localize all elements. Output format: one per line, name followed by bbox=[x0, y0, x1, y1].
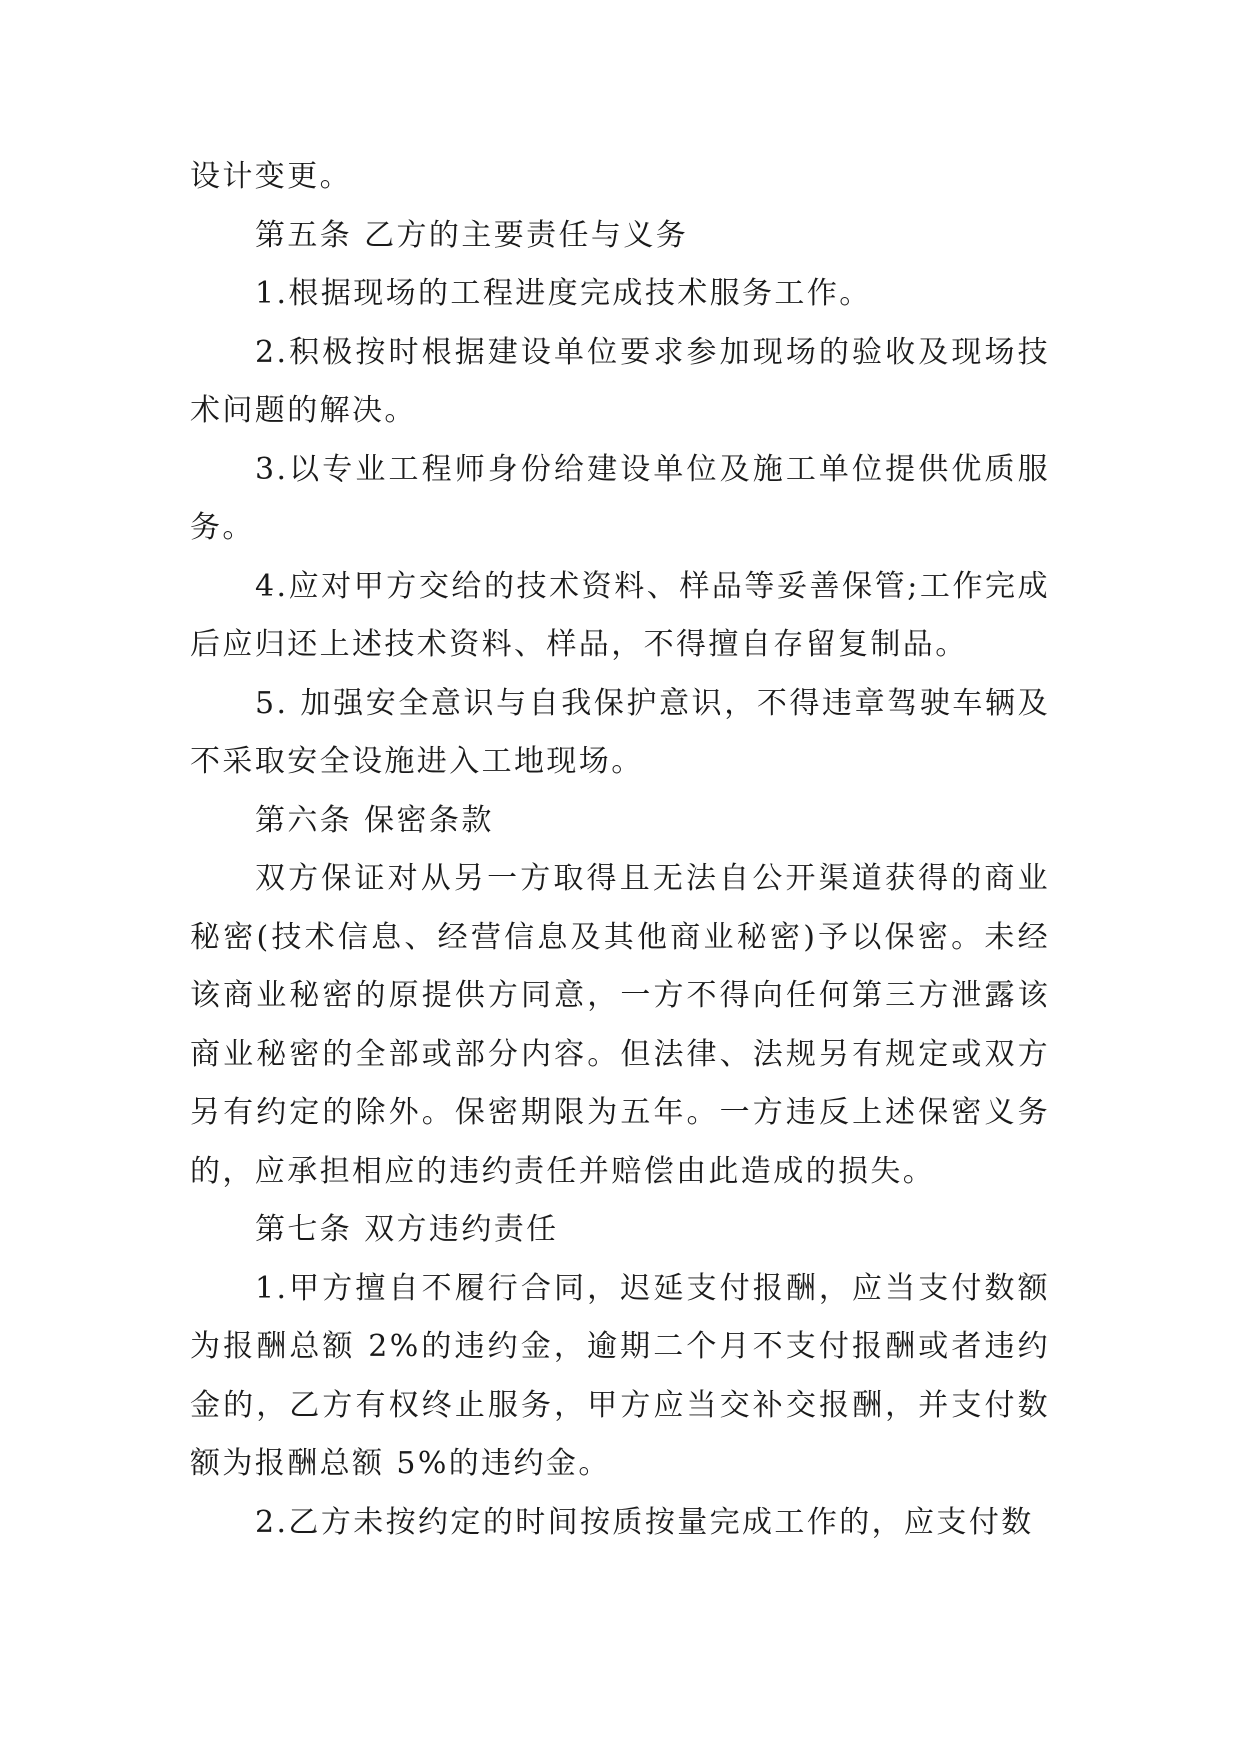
paragraph: 双方保证对从另一方取得且无法自公开渠道获得的商业秘密(技术信息、经营信息及其他商业秘密)予以保密。未经该商业秘密的原提供方同意，一方不得向任何第三方泄露该商业秘密的全部或部分内容。但法律、法规另有规定或双方另有约定的除外。保密期限为五年。一方违反上述保密义务的，应承担相应的违约责任并赔偿由此造成的损失。 bbox=[190, 861, 1050, 1189]
section-heading: 第六条 保密条款 bbox=[255, 802, 494, 838]
paragraph: 设计变更。 bbox=[190, 159, 352, 194]
document-body bbox=[190, 148, 1050, 1552]
paragraph: 3.以专业工程师身份给建设单位及施工单位提供优质服务。 bbox=[190, 451, 1050, 545]
section-heading: 第五条 乙方的主要责任与义务 bbox=[255, 217, 689, 253]
paragraph: 1.甲方擅自不履行合同，迟延支付报酬，应当支付数额为报酬总额 2%的违约金，逾期二个月不支付报酬或者违约金的，乙方有权终止服务，甲方应当交补交报酬，并支付数额为报酬总额 5%的违约金。 bbox=[190, 1270, 1050, 1481]
paragraph: 5. 加强安全意识与自我保护意识，不得违章驾驶车辆及不采取安全设施进入工地现场。 bbox=[190, 685, 1050, 779]
section-heading: 第七条 双方违约责任 bbox=[255, 1212, 559, 1247]
paragraph: 1.根据现场的工程进度完成技术服务工作。 bbox=[255, 276, 872, 311]
paragraph: 4.应对甲方交给的技术资料、样品等妥善保管;工作完成后应归还上述技术资料、样品，不得擅自存留复制品。 bbox=[190, 568, 1050, 662]
paragraph: 2.积极按时根据建设单位要求参加现场的验收及现场技术问题的解决。 bbox=[190, 334, 1050, 428]
paragraph: 2.乙方未按约定的时间按质按量完成工作的，应支付数 bbox=[255, 1504, 1034, 1540]
